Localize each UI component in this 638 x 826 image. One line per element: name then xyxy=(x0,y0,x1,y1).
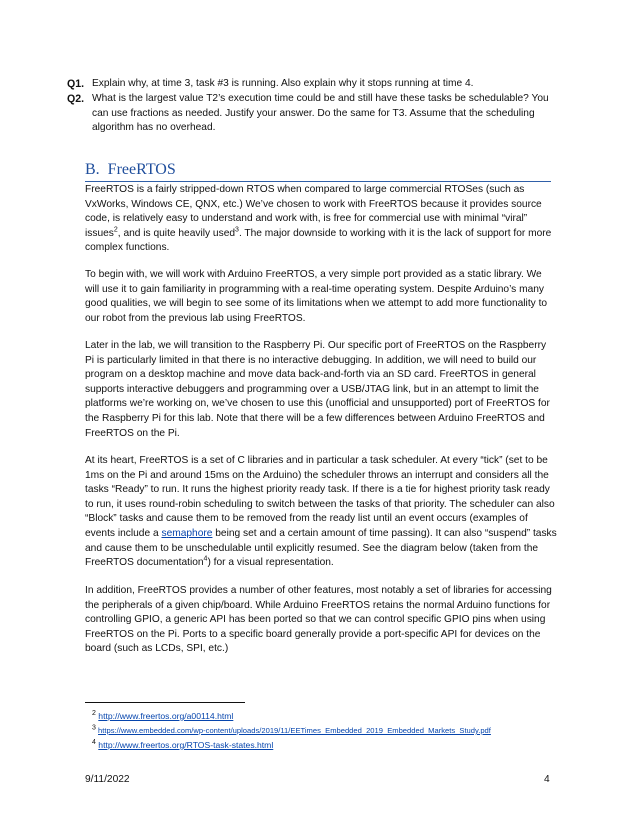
section-title: FreeRTOS xyxy=(107,161,176,178)
footnote-2-link[interactable]: http://www.freertos.org/a00114.html xyxy=(98,711,234,721)
section-heading xyxy=(85,161,551,182)
footnote-divider xyxy=(85,702,245,703)
paragraph-5-text: In addition, FreeRTOS provides a number of other features, most notably a set of libraries for accessing the peripherals of a given chip/board. While Arduino FreeRTOS retains the normal Arduino functions for controlling GPIO, a generic API has been ported so that we can control specific GPIO pins when using FreeRTOS on the Pi. Ports to a specific board generally provide a port-specific API for devices on the board (such as LCDs, SPI, etc.) xyxy=(85,585,552,655)
footnote-ref-4: 4 xyxy=(203,555,208,563)
paragraph-5 xyxy=(85,584,557,657)
paragraph-4-text-c: ) for a visual representation. xyxy=(207,557,334,569)
paragraph-1-text-a: FreeRTOS is a fairly stripped-down RTOS when compared to large commercial RTOSes (such as VxWorks, Windows CE, QNX, etc.) We’ve chosen to work with FreeRTOS because it provides source code, is relatively easy to understand and work with, is free for commercial use with minimal “viral” issues xyxy=(85,184,542,239)
footer-page-number: 4 xyxy=(544,774,550,785)
footnote-4-number: 4 xyxy=(92,739,96,747)
question-1-label: Q1. xyxy=(67,78,85,90)
footnote-2-number: 2 xyxy=(92,710,96,718)
paragraph-1 xyxy=(85,183,557,256)
paragraph-2 xyxy=(85,268,557,326)
question-1-text: Explain why, at time 3, task #3 is running. Also explain why it stops running at time 4. xyxy=(92,78,474,89)
paragraph-1-text-b: , and is quite heavily used xyxy=(117,227,236,239)
footnote-4 xyxy=(92,739,273,751)
paragraph-3-text: Later in the lab, we will transition to the Raspberry Pi. Our specific port of FreeRTOS on the Raspberry Pi is particularly limited in that there is no interactive debugging. In addition, we will need to build our program on a desktop machine and move data back-and-forth via an SD card. FreeRTOS in general supports interactive debuggers and programming over a USB/JTAG link, but in an attempt to limit the platforms we’re working on, we’ve chosen to use this (unofficial and unsupported) port of FreeRTOS for the Raspberry Pi for this lab. Note that there will be a few differences between Arduino FreeRTOS and FreeRTOS on the Pi. xyxy=(85,340,550,439)
paragraph-4-text-b: being set and a certain amount of time passing). It can also “suspend” tasks and cause them to be unschedulable until explicitly resumed. See the diagram below (taken from the FreeRTOS documentation xyxy=(85,527,557,569)
paragraph-1-text-c: . The major downside to working with it is the lack of support for more complex functions. xyxy=(85,227,552,254)
paragraph-2-text: To begin with, we will work with Arduino FreeRTOS, a very simple port provided as a static library. We will use it to gain familiarity in programming with a real-time operating system. Despite Arduino’s many good qualities, we will begin to see some of its limitations when we attempt to add more functionality to our robot from the previous lab using FreeRTOS. xyxy=(85,269,548,324)
question-1 xyxy=(67,77,552,92)
section-letter: B. xyxy=(85,161,100,178)
question-2-text: What is the largest value T2’s execution time could be and still have these tasks be schedulable? You can use fractions as needed. Justify your answer. Do the same for T3. Assume that the scheduling algorithm has no overhead. xyxy=(92,93,549,134)
paragraph-3 xyxy=(85,339,557,441)
semaphore-link[interactable]: semaphore xyxy=(161,527,213,539)
footnote-2 xyxy=(92,710,233,722)
question-2 xyxy=(67,92,552,136)
footnote-ref-3: 3 xyxy=(235,226,239,234)
footnote-4-link[interactable]: http://www.freertos.org/RTOS-task-states.html xyxy=(98,740,274,750)
paragraph-4-text-a: At its heart, FreeRTOS is a set of C libraries and in particular a task scheduler. At every “tick” (set to be 1ms on the Pi and around 15ms on the Arduino) the scheduler throws an interrupt and considers all the tasks “Ready” to run. It runs the highest priority ready task. If there is a tie for highest priority task ready to run, it uses round-robin scheduling to switch between the tasks of that priority. The scheduler can also “Block” tasks and cause them to be removed from the ready list until an event occurs (examples of events include a xyxy=(85,455,555,539)
footer-date: 9/11/2022 xyxy=(85,774,130,785)
paragraph-4 xyxy=(85,454,557,571)
footnote-3-link[interactable]: https://www.embedded.com/wp-content/uploads/2019/11/EETimes_Embedded_2019_Embedded_Markets_Study.pdf xyxy=(98,726,491,735)
footnote-3 xyxy=(92,725,491,737)
footnote-3-number: 3 xyxy=(92,724,96,732)
footnote-ref-2: 2 xyxy=(113,226,118,234)
question-2-label: Q2. xyxy=(67,93,85,105)
